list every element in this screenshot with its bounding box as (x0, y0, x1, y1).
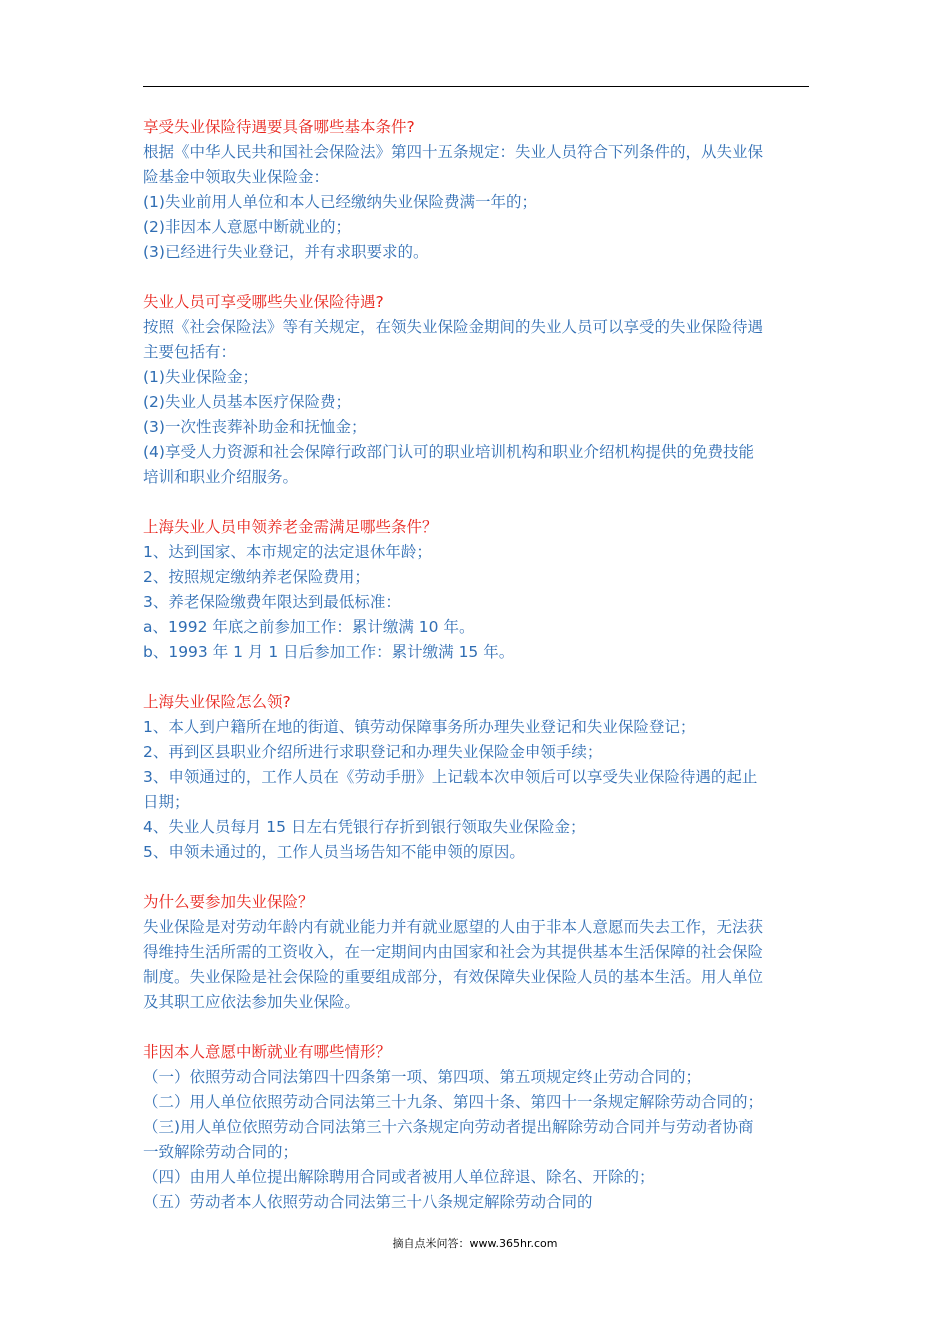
answer-line: 险基金中领取失业保险金： (143, 168, 330, 186)
answer-line: (3)已经进行失业登记，并有求职要求的。 (143, 243, 429, 261)
answer-line: （五）劳动者本人依照劳动合同法第三十八条规定解除劳动合同的 (143, 1193, 593, 1211)
faq-section (143, 515, 811, 665)
section-question: 享受失业保险待遇要具备哪些基本条件? (143, 118, 415, 136)
content-body (143, 115, 811, 1240)
faq-section (143, 115, 811, 265)
faq-section (143, 1040, 811, 1215)
answer-line: (1)失业保险金； (143, 368, 258, 386)
answer-line: （三)用人单位依照劳动合同法第三十六条规定向劳动者提出解除劳动合同并与劳动者协商 (143, 1118, 754, 1136)
answer-line: (2)失业人员基本医疗保险费； (143, 393, 351, 411)
answer-line: 1、本人到户籍所在地的街道、镇劳动保障事务所办理失业登记和失业保险登记； (143, 718, 696, 736)
answer-line: 一致解除劳动合同的； (143, 1143, 299, 1161)
answer-line: b、1993 年 1 月 1 日后参加工作：累计缴满 15 年。 (143, 643, 515, 661)
answer-line: 得维持生活所需的工资收入，在一定期间内由国家和社会为其提供基本生活保障的社会保险 (143, 943, 764, 961)
answer-line: 4、失业人员每月 15 日左右凭银行存折到银行领取失业保险金； (143, 818, 586, 836)
section-question: 非因本人意愿中断就业有哪些情形？ (143, 1043, 392, 1061)
answer-line: (4)享受人力资源和社会保障行政部门认可的职业培训机构和职业介绍机构提供的免费技能 (143, 443, 754, 461)
answer-line: (2)非因本人意愿中断就业的； (143, 218, 351, 236)
section-question: 为什么要参加失业保险？ (143, 893, 314, 911)
section-question: 失业人员可享受哪些失业保险待遇? (143, 293, 384, 311)
answer-line: （一）依照劳动合同法第四十四条第一项、第四项、第五项规定终止劳动合同的； (143, 1068, 702, 1086)
section-question: 上海失业保险怎么领? (143, 693, 291, 711)
answer-line: 3、养老保险缴费年限达到最低标准： (143, 593, 401, 611)
answer-line: 2、再到区县职业介绍所进行求职登记和办理失业保险金申领手续； (143, 743, 603, 761)
answer-line: a、1992 年底之前参加工作：累计缴满 10 年。 (143, 618, 475, 636)
answer-line: 及其职工应依法参加失业保险。 (143, 993, 361, 1011)
answer-line: （四）由用人单位提出解除聘用合同或者被用人单位辞退、除名、开除的； (143, 1168, 655, 1186)
section-question: 上海失业人员申领养老金需满足哪些条件？ (143, 518, 438, 536)
answer-line: 按照《社会保险法》等有关规定，在领失业保险金期间的失业人员可以享受的失业保险待遇 (143, 318, 764, 336)
answer-line: 失业保险是对劳动年龄内有就业能力并有就业愿望的人由于非本人意愿而失去工作，无法获 (143, 918, 764, 936)
answer-line: 2、按照规定缴纳养老保险费用； (143, 568, 370, 586)
answer-line: （二）用人单位依照劳动合同法第三十九条、第四十条、第四十一条规定解除劳动合同的； (143, 1093, 764, 1111)
answer-line: 3、申领通过的，工作人员在《劳动手册》上记载本次申领后可以享受失业保险待遇的起止 (143, 768, 758, 786)
faq-section (143, 690, 811, 865)
faq-section (143, 290, 811, 490)
answer-line: 根据《中华人民共和国社会保险法》第四十五条规定：失业人员符合下列条件的，从失业保 (143, 143, 764, 161)
answer-line: (3)一次性丧葬补助金和抚恤金； (143, 418, 367, 436)
footer-source: 摘自点米问答：www.365hr.com (392, 1237, 558, 1250)
answer-line: 5、申领未通过的，工作人员当场告知不能申领的原因。 (143, 843, 525, 861)
answer-line: 1、达到国家、本市规定的法定退休年龄； (143, 543, 432, 561)
faq-section (143, 890, 811, 1015)
answer-line: 日期； (143, 793, 190, 811)
answer-line: (1)失业前用人单位和本人已经缴纳失业保险费满一年的； (143, 193, 537, 211)
answer-line: 主要包括有： (143, 343, 237, 361)
answer-line: 培训和职业介绍服务。 (143, 468, 299, 486)
header-rule (143, 86, 809, 87)
answer-line: 制度。失业保险是社会保险的重要组成部分，有效保障失业保险人员的基本生活。用人单位 (143, 968, 764, 986)
